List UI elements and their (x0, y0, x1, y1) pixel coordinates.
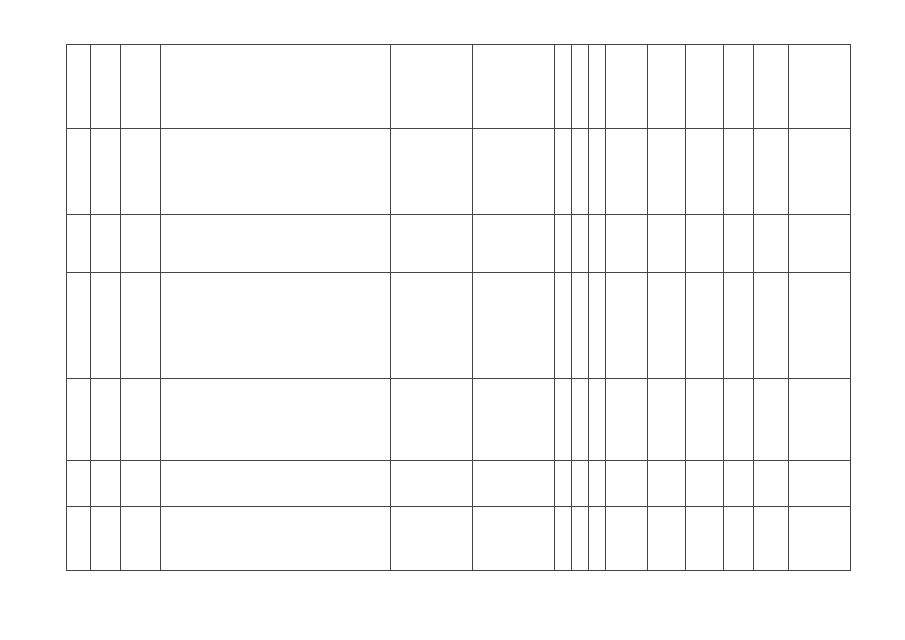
cell-vehicle-type (686, 461, 724, 507)
cell-streets-backward (473, 129, 555, 215)
cell-carrier (789, 45, 851, 129)
cell-streets-backward (473, 379, 555, 461)
cell-length-b (572, 215, 589, 273)
cell-code (91, 215, 121, 273)
cell-code (91, 379, 121, 461)
cell-carrier (789, 129, 851, 215)
cell-length-c (589, 273, 606, 379)
cell-length-b (572, 129, 589, 215)
cell-num (67, 273, 91, 379)
cell-length-b (572, 379, 589, 461)
cell-route-name (121, 45, 161, 129)
cell-length-c (589, 379, 606, 461)
cell-streets-forward (391, 45, 473, 129)
cell-vehicle-type (686, 45, 724, 129)
cell-code (91, 507, 121, 571)
cell-date (754, 45, 789, 129)
cell-code (91, 461, 121, 507)
cell-vehicle-count (724, 45, 754, 129)
cell-boarding (606, 45, 648, 129)
cell-streets-backward (473, 45, 555, 129)
cell-length-c (589, 461, 606, 507)
cell-num (67, 215, 91, 273)
cell-length-c (589, 215, 606, 273)
cell-tariff (648, 379, 686, 461)
cell-vehicle-type (686, 507, 724, 571)
cell-length-b (572, 461, 589, 507)
cell-length-a (555, 45, 572, 129)
cell-date (754, 379, 789, 461)
cell-boarding (606, 507, 648, 571)
cell-num (67, 379, 91, 461)
cell-stops (161, 379, 391, 461)
cell-vehicle-type (686, 215, 724, 273)
cell-boarding (606, 215, 648, 273)
cell-stops (161, 507, 391, 571)
cell-tariff (648, 215, 686, 273)
cell-carrier (789, 273, 851, 379)
cell-length-b (572, 507, 589, 571)
cell-streets-backward (473, 507, 555, 571)
cell-carrier (789, 215, 851, 273)
cell-boarding (606, 379, 648, 461)
cell-streets-forward (391, 461, 473, 507)
cell-stops (161, 461, 391, 507)
cell-length-a (555, 461, 572, 507)
cell-streets-forward (391, 215, 473, 273)
table-row (67, 273, 851, 379)
table-row (67, 379, 851, 461)
cell-vehicle-type (686, 129, 724, 215)
cell-length-a (555, 273, 572, 379)
route-registry-table (66, 44, 851, 571)
cell-length-a (555, 507, 572, 571)
cell-stops (161, 45, 391, 129)
table-row (67, 45, 851, 129)
cell-boarding (606, 273, 648, 379)
cell-date (754, 461, 789, 507)
cell-date (754, 273, 789, 379)
cell-vehicle-count (724, 215, 754, 273)
cell-length-b (572, 45, 589, 129)
cell-num (67, 129, 91, 215)
cell-boarding (606, 129, 648, 215)
cell-streets-forward (391, 507, 473, 571)
cell-streets-forward (391, 273, 473, 379)
cell-streets-forward (391, 129, 473, 215)
cell-date (754, 507, 789, 571)
cell-num (67, 461, 91, 507)
cell-length-c (589, 129, 606, 215)
cell-streets-backward (473, 273, 555, 379)
table-row (67, 461, 851, 507)
cell-length-c (589, 45, 606, 129)
table-row (67, 129, 851, 215)
cell-route-name (121, 273, 161, 379)
cell-carrier (789, 461, 851, 507)
table-row (67, 507, 851, 571)
cell-code (91, 45, 121, 129)
cell-route-name (121, 379, 161, 461)
cell-route-name (121, 461, 161, 507)
cell-streets-backward (473, 215, 555, 273)
cell-code (91, 273, 121, 379)
cell-vehicle-count (724, 129, 754, 215)
cell-code (91, 129, 121, 215)
cell-streets-forward (391, 379, 473, 461)
cell-length-c (589, 507, 606, 571)
cell-route-name (121, 129, 161, 215)
cell-length-a (555, 129, 572, 215)
cell-length-b (572, 273, 589, 379)
cell-date (754, 215, 789, 273)
cell-vehicle-type (686, 273, 724, 379)
cell-num (67, 507, 91, 571)
cell-length-a (555, 215, 572, 273)
cell-date (754, 129, 789, 215)
cell-route-name (121, 215, 161, 273)
cell-vehicle-type (686, 379, 724, 461)
cell-vehicle-count (724, 507, 754, 571)
cell-stops (161, 215, 391, 273)
cell-vehicle-count (724, 379, 754, 461)
cell-length-a (555, 379, 572, 461)
cell-stops (161, 129, 391, 215)
cell-vehicle-count (724, 461, 754, 507)
cell-carrier (789, 379, 851, 461)
cell-carrier (789, 507, 851, 571)
cell-stops (161, 273, 391, 379)
cell-num (67, 45, 91, 129)
cell-tariff (648, 273, 686, 379)
table-row (67, 215, 851, 273)
cell-boarding (606, 461, 648, 507)
cell-route-name (121, 507, 161, 571)
cell-tariff (648, 461, 686, 507)
cell-tariff (648, 507, 686, 571)
cell-tariff (648, 45, 686, 129)
cell-streets-backward (473, 461, 555, 507)
cell-tariff (648, 129, 686, 215)
cell-vehicle-count (724, 273, 754, 379)
